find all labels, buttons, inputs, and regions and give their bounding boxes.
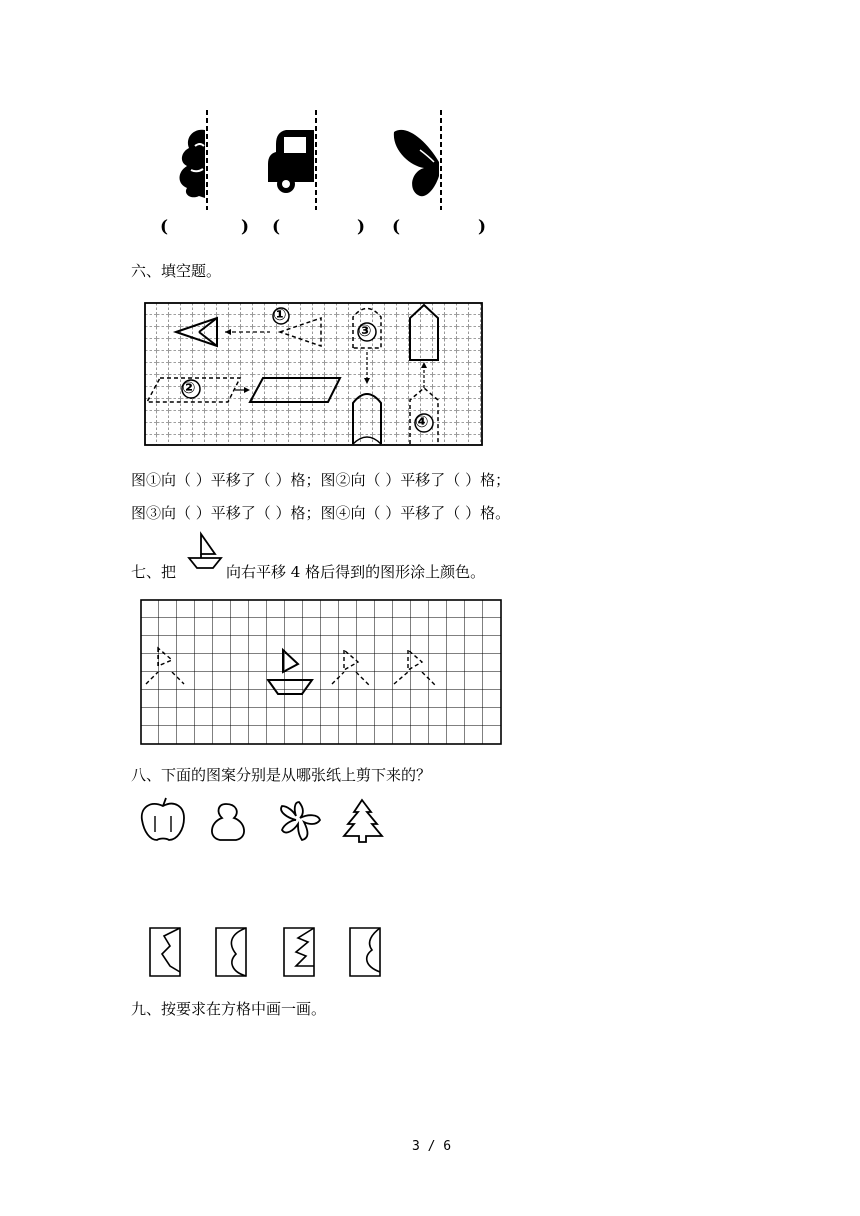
fill-blank-line-2: 图③向（ ）平移了（ ）格；图④向（ ）平移了（ ）格。 <box>131 504 511 522</box>
gourd-shape-icon <box>212 804 244 840</box>
folded-paper-1-icon <box>150 928 180 976</box>
folded-paper-2-icon <box>216 928 246 976</box>
answer-paren-2-open: ( <box>272 217 281 237</box>
answer-paren-2-close: ) <box>357 217 366 237</box>
answer-paren-1-open: ( <box>160 217 169 237</box>
fill-blank-line-1: 图①向（ ）平移了（ ）格；图②向（ ）平移了（ ）格； <box>131 471 511 489</box>
section9-heading: 九、按要求在方格中画一画。 <box>131 1000 327 1018</box>
tree-shape-icon <box>344 800 382 842</box>
folded-paper-4-icon <box>350 928 380 976</box>
figure-label-3: ③ <box>358 321 372 340</box>
answer-paren-3-close: ) <box>478 217 487 237</box>
section6-heading: 六、填空题。 <box>131 262 222 280</box>
figure-label-2: ② <box>182 378 196 397</box>
figure-label-4: ④ <box>415 412 429 431</box>
page-number: 3 / 6 <box>412 1139 452 1154</box>
section7-heading-before: 七、把 <box>131 563 177 581</box>
answer-paren-3-open: ( <box>392 217 401 237</box>
section8-heading: 八、下面的图案分别是从哪张纸上剪下来的？ <box>131 766 432 784</box>
apple-shape-icon <box>142 798 184 840</box>
flower-shape-icon <box>281 802 320 840</box>
figure-label-1: ① <box>273 305 287 324</box>
folded-paper-3-icon <box>284 928 314 976</box>
section7-heading-after: 向右平移 4 格后得到的图形涂上颜色。 <box>226 563 486 581</box>
answer-paren-1-close: ) <box>241 217 250 237</box>
